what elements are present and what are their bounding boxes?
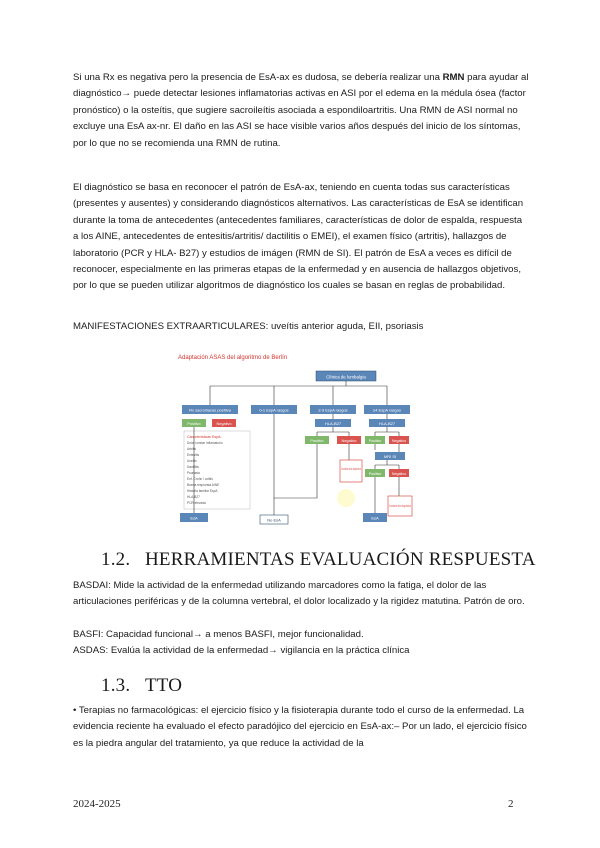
figure-title: Adaptación ASAS del algoritmo de Berlín [178, 355, 288, 361]
footer-page-number: 2 [508, 798, 514, 810]
col4-positive-text: Positivo [368, 438, 382, 443]
eas-text-right: EsA [371, 515, 379, 521]
col4-consider-text: Considerar otros diagnósticos [389, 504, 412, 508]
paragraph-diagnostico: El diagnóstico se basa en reconocer el patrón de EsA-ax, teniendo en cuenta todas sus características (presentes y ausentes) y considerando diagnósticos alternativos. Las características de EsA se identifican durante la toma de antecedentes (antecedentes familiares, características de dolor de espalda, respuesta a los AINE, antecedentes de entesitis/artritis/ dactilitis o EMEI), el examen físico (artritis), hallazgos de laboratorio (PCR y HLA- B27) y estudios de imágen (RMN de SI). El patrón de EsA a veces es difícil de reconocer, especialmente en las primeras etapas de la enfermedad y en ausencia de hallazgos objetivos, por lo que se pueden utilizar algoritmos de diagnóstico los cuales se basan en reglas de probabilidad. [73, 182, 524, 292]
col1-positive-text: Positivo [187, 421, 201, 426]
feature-item: PCR elevada [187, 501, 206, 505]
mri-text: MRI SI [383, 453, 397, 459]
feature-item: Buena respuesta AINE [187, 483, 220, 487]
section-number: 1.3. [101, 675, 131, 696]
feature-item: Dactilitis [187, 465, 199, 469]
section-heading-1-3 [101, 675, 182, 697]
mri-negative-text: Negativo [391, 471, 407, 476]
section-title: TTO [145, 675, 183, 696]
feature-item: Entesitis [187, 453, 200, 457]
rmn-text-pre: Si una Rx es negativa pero la presencia de EsA-ax es dudosa, se debería realizar una [73, 72, 443, 83]
rmn-text-post: para ayudar al diagnóstico→ puede detectar lesiones inflamatorias activas en ASI por el edema en la médula ósea (factor pronóstico) o la osteítis, que sugiere sacroileítis asociada a espondiloartritis. Una RMN de ASI normal no excluye una EsA ax-nr. El daño en las ASI se hace visible varios años después del inicio de los síntomas, por lo que no se recomienda una RMN de rutina. [73, 72, 529, 149]
paragraph-manifestaciones: MANIFESTACIONES EXTRAARTICULARES: uveítis anterior aguda, EII, psoriasis [73, 321, 424, 332]
feature-item: Dolor lumbar inflamatorio [187, 441, 223, 445]
mri-positive-text: Positivo [368, 471, 382, 476]
rmn-bold: RMN [442, 72, 465, 83]
footer-year: 2024-2025 [73, 798, 121, 810]
col3-hla-text: HLA-B27 [324, 420, 342, 426]
no-eas-text: No EsA [267, 517, 281, 523]
feature-item: Enf. Crohn / colitis [187, 477, 213, 481]
section-number: 1.2. [101, 549, 131, 570]
feature-list-header: Características EspA: [187, 435, 222, 439]
paragraph-basdai: BASDAI: Mide la actividad de la enfermedad utilizando marcadores como la fatiga, el dolor de las articulaciones periféricas y de la columna vertebral, el dolor localizado y la rigidez matutina. Patrón de oro. [73, 580, 525, 608]
col4-header-text: ≥4 EspA rasgos [373, 407, 401, 413]
paragraph-asdas: ASDAS: Evalúa la actividad de la enfermedad→ vigilancia en la práctica clínica [73, 645, 410, 656]
feature-item: Historia familiar EspA [187, 489, 218, 493]
feature-item: Psoriasis [187, 471, 200, 475]
paragraph-basfi: BASFI: Capacidad funcional→ a menos BASFI, mejor funcionalidad. [73, 629, 364, 640]
col3-consider-text: Considerar otros diagnósticos [341, 467, 362, 471]
paragraph-rmn [73, 70, 529, 152]
col1-header-text: Rx sacroilíacas positiva [189, 407, 231, 413]
paragraph-tto: • Terapias no farmacológicas: el ejercicio físico y la fisioterapia durante todo el curso de la enfermedad. La evidencia reciente ha evaluado el efecto paradójico del ejercicio en EsA-ax:– Por un lado, el ejercicio físico es la piedra angular del tratamiento, ya que reduce la actividad de la [73, 705, 527, 749]
asas-algorithm-figure [176, 350, 424, 528]
feature-item: Uveítis [187, 459, 197, 463]
col4-negative-text: Negativo [391, 438, 407, 443]
feature-item: Artritis [187, 447, 197, 451]
col3-negative-text: Negativo [341, 438, 357, 443]
eas-text-left: EsA [190, 515, 198, 521]
section-heading-1-2 [101, 549, 536, 571]
col1-negative-text: Negativo [216, 421, 232, 426]
section-title: HERRAMIENTAS EVALUACIÓN RESPUESTA [145, 549, 536, 570]
col3-header-text: 2-3 EspA rasgos [318, 407, 348, 413]
col2-header-text: 0-1 EspA rasgos [259, 407, 289, 413]
feature-item: HLA-B27 [187, 495, 200, 499]
highlight-blob [337, 489, 355, 507]
top-box-label: Clínica de lumbalgia [326, 374, 366, 380]
col3-consider-box [340, 460, 362, 482]
col3-positive-text: Positivo [310, 438, 324, 443]
col4-hla-text: HLA-B27 [378, 420, 396, 426]
